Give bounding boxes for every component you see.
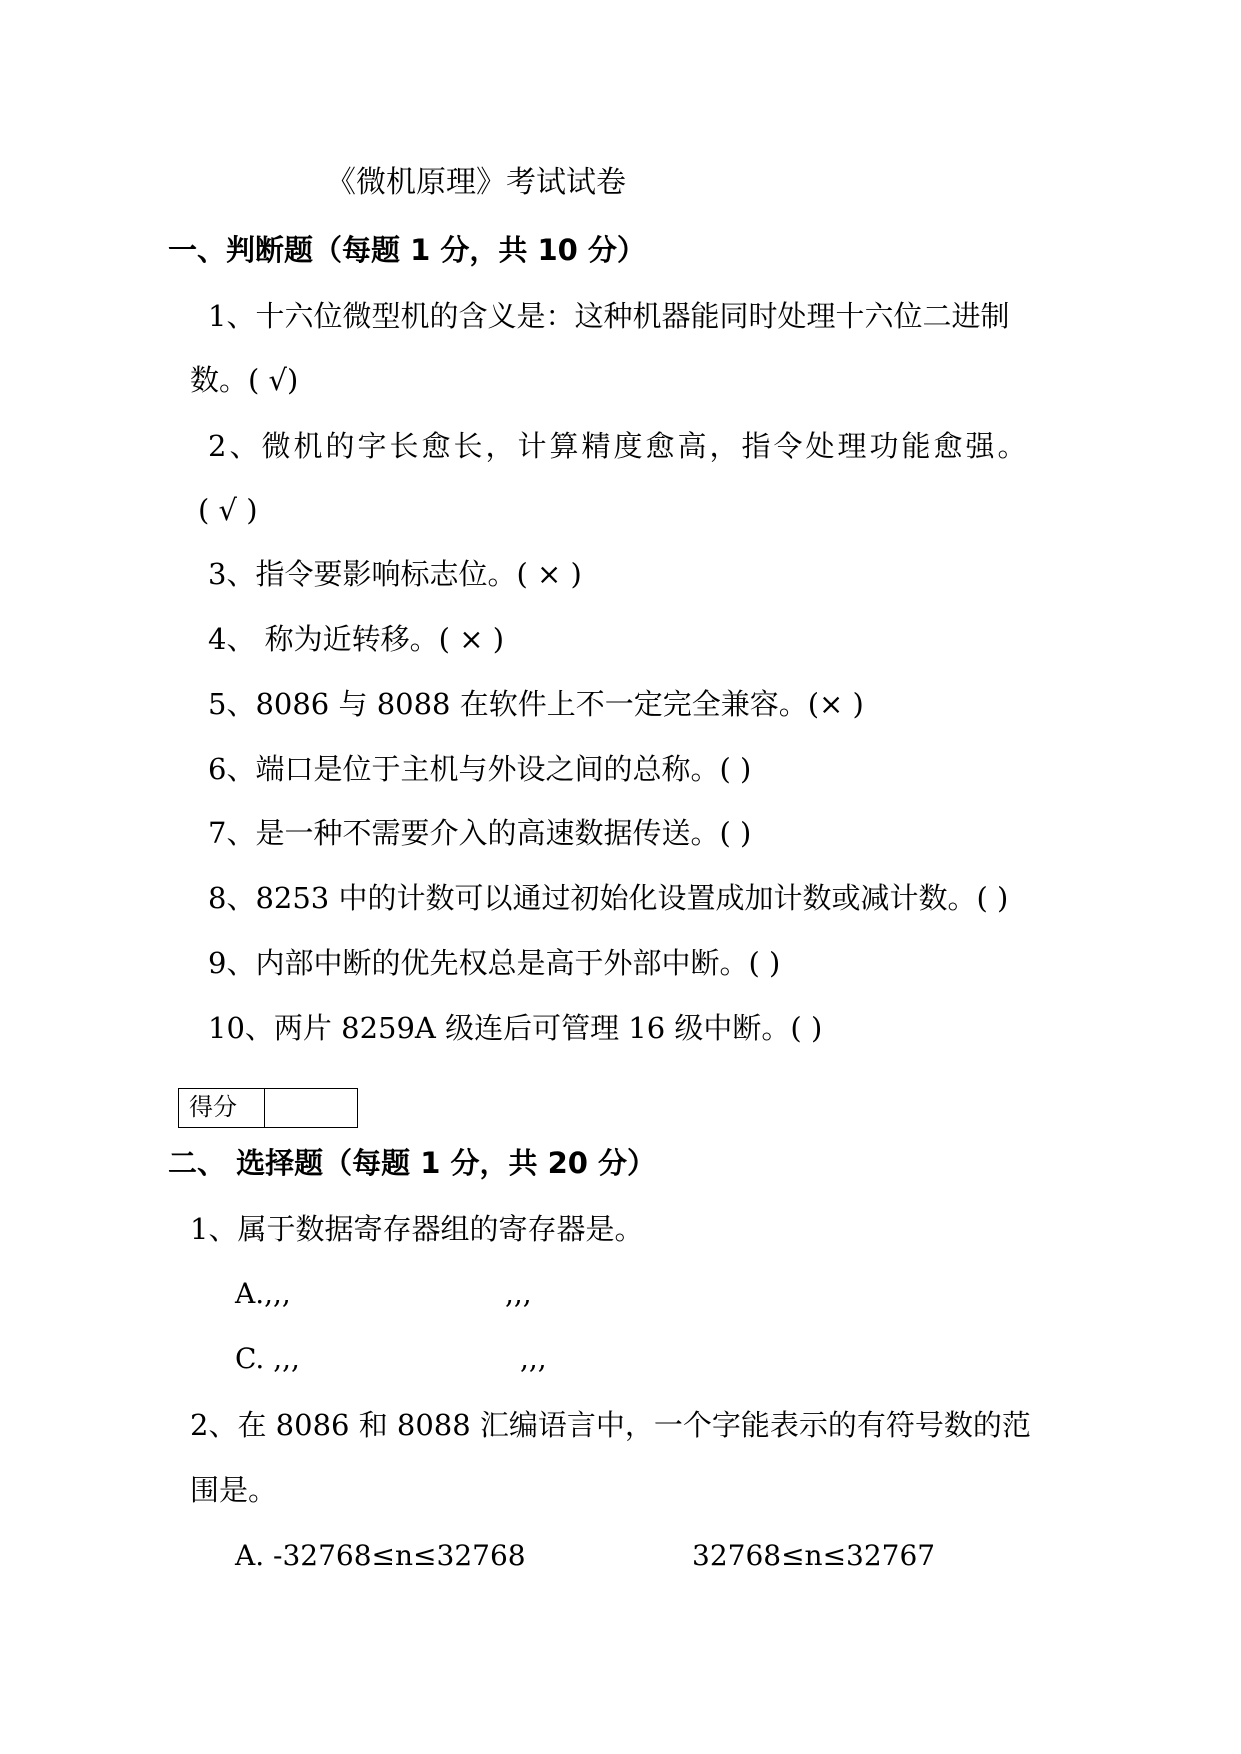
choice-question-1-option-d: ,,, xyxy=(520,1342,547,1375)
question-3: 3、指令要影响标志位。( × ) xyxy=(208,557,582,591)
question-10: 10、两片 8259A 级连后可管理 16 级中断。( ) xyxy=(208,1011,823,1045)
section1-heading: 一、判断题（每题 1 分，共 10 分） xyxy=(168,233,646,267)
choice-question-2-option-b: 32768≤n≤32767 xyxy=(692,1539,936,1572)
question-1-line2: 数。( √) xyxy=(190,363,299,397)
score-value-field[interactable] xyxy=(265,1089,357,1127)
choice-question-2-stem-line1: 2、在 8086 和 8088 汇编语言中，一个字能表示的有符号数的范 xyxy=(190,1408,1031,1442)
question-9: 9、内部中断的优先权总是高于外部中断。( ) xyxy=(208,946,781,980)
question-2-line2: ( √ ) xyxy=(198,493,258,527)
question-7: 7、是一种不需要介入的高速数据传送。( ) xyxy=(208,816,752,850)
question-5: 5、8086 与 8088 在软件上不一定完全兼容。(× ) xyxy=(208,687,864,721)
choice-question-2-option-a: A. -32768≤n≤32768 xyxy=(235,1539,526,1572)
section2-heading: 二、 选择题（每题 1 分，共 20 分） xyxy=(168,1146,657,1180)
choice-question-2-stem-line2: 围是。 xyxy=(190,1473,278,1507)
score-label: 得分 xyxy=(179,1089,265,1127)
question-6: 6、端口是位于主机与外设之间的总称。( ) xyxy=(208,752,752,786)
question-8: 8、8253 中的计数可以通过初始化设置成加计数或减计数。( ) xyxy=(208,881,1009,915)
choice-question-1-option-c: C. ,,, xyxy=(235,1342,300,1375)
question-2-line1: 2、微机的字长愈长，计算精度愈高，指令处理功能愈强。 xyxy=(208,429,1030,463)
question-1-line1: 1、十六位微型机的含义是：这种机器能同时处理十六位二进制 xyxy=(208,299,1010,333)
choice-question-1-stem: 1、属于数据寄存器组的寄存器是。 xyxy=(190,1212,644,1246)
score-box xyxy=(178,1088,358,1128)
choice-question-1-option-b: ,,, xyxy=(505,1277,532,1310)
page-title: 《微机原理》考试试卷 xyxy=(326,165,626,200)
question-4: 4、 称为近转移。( × ) xyxy=(208,622,505,656)
choice-question-1-option-a: A.,,, xyxy=(235,1277,291,1310)
